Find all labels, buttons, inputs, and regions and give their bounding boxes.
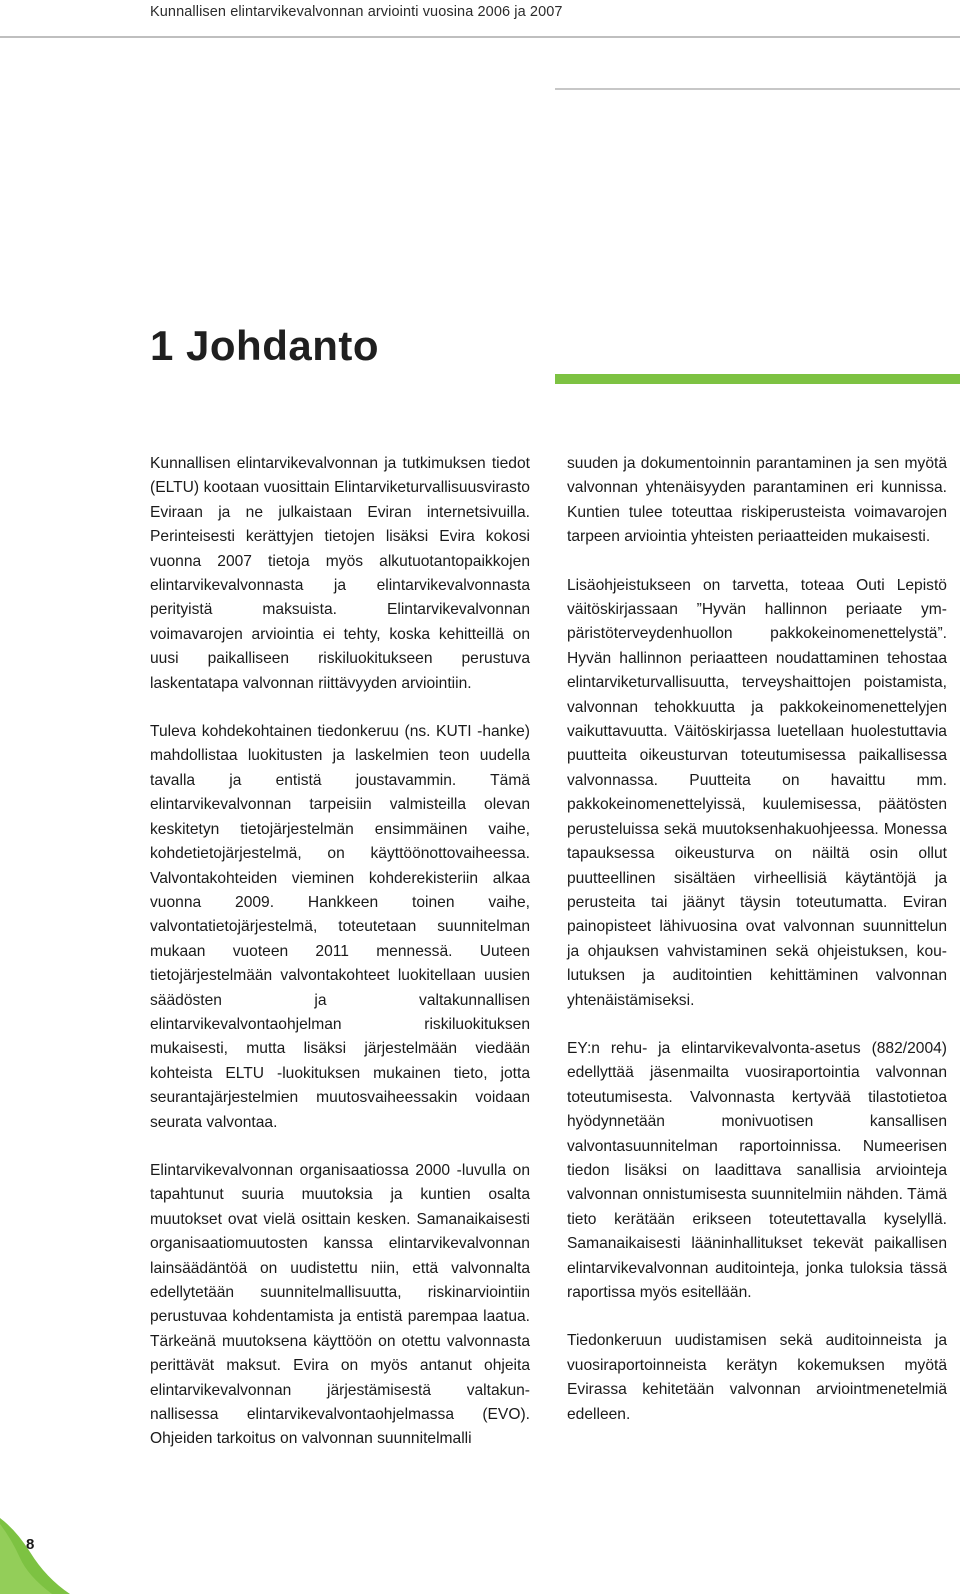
chapter-title: 1 Johdanto — [150, 322, 380, 369]
right-column — [567, 452, 947, 1427]
paragraph: Kunnallisen elintarvikevalvonnan ja tutkimuksen tiedot (ELTU) kootaan vuosittain Elintarviketurvallisuusvirasto Eviraan ja ne julkaistaan Eviran internetsivuilla. Perinteisesti kerättyjen tietojen lisäksi Evira kokosi vuonna 2007 tietoja myös alkutuotantopaikkojen elintarvikevalvonnasta ja elintarvikevalvonnasta perityistä maksuista. Elintarvikevalvonnan voimavarojen arviointia ei tehty, koska kehitteillä on uusi paikalliseen riskiluokitukseen perustuva laskentatapa valvonnan riittävyyden arviointiin. — [150, 455, 530, 692]
page-number: 8 — [26, 1536, 35, 1553]
title-accent-bar — [555, 374, 960, 384]
paragraph: Lisäohjeistukseen on tarvetta, toteaa Outi Lepistö väitöskirjassaan ”Hyvän hallinnon periaate ympäristöterveydenhuollon pakkokeinomenettelystä”. Hyvän hallinnon periaatteen noudattaminen tehostaa elintarviketurvallisuutta, terveyshaittojen poistamista, valvonnan tehokkuutta ja pakkokeinomenettelyjen vaikuttavuutta. Väitöskirjassa luetellaan huolestuttavia puutteita oikeusturvan toteutumisessa paikallisessa valvonnassa. Puutteita on havaittu mm. pakkokeinomenettelyissä, kuulemisessa, päätösten perusteluissa sekä muutoksenhakuohjeessa. Monessa tapauksessa oikeusturva on näiltä osin ollut puutteellinen sisältäen virheellisiä käytäntöjä ja perusteita tai jäänyt täysin toteutumatta. Eviran painopisteet lähivuosina ovat valvonnan suunnittelun ja ohjauksen vahvistaminen sekä ohjeistuksen, koulutuksen ja auditointien kehittäminen valvonnan yhtenäistämiseksi. — [567, 576, 947, 1009]
paragraph: Elintarvikevalvonnan organisaatiossa 2000 -luvulla on tapahtunut suuria muutoksia ja kuntien osalta muutokset ovat vielä osittain kesken. Samanaikaisesti organisaatiomuutosten kanssa elintarvikevalvonnan lainsäädäntöä on uudistettu niin, että valvonnalta edellytetään suunnitelmallisuutta, riskinarviointiin perustuvaa kohdentamista ja entistä parempaa laatua. Tärkeänä muutoksena käyttöön on otettu valvonnasta perittävät maksut. Evira on myös antanut ohjeita elintarvikevalvonnan järjestämisestä valtakunnallisessa elintarvikevalvontaohjelmassa (EVO). Ohjeiden tarkoitus on valvonnan suunnitelmalli — [150, 1161, 530, 1448]
left-column — [150, 452, 530, 1452]
header-rule — [0, 36, 960, 38]
paragraph: Tuleva kohdekohtainen tiedonkeruu (ns. KUTI -hanke) mahdollistaa luokitusten ja laskelmien teon uudella tavalla ja entistä joustavammin. Tämä elintarvikevalvonnan tarpeisiin valmisteilla olevan keskitetyn tietojärjestelmän ensimmäinen vaihe, kohdetietojärjestelmä, on käyttöönottovaiheessa. Valvontakohteiden vieminen kohderekisteriin alkaa vuonna 2009. Hankkeen toinen vaihe, valvontatietojärjestelmä, toteutetaan suunnitelman mukaan vuoteen 2011 mennessä. Uuteen tietojärjestelmään valvontakohteet luokitellaan uusien säädösten ja valtakunnallisen elintarvikevalvontaohjelman riskiluokituksen mukaisesti, mutta lisäksi järjestelmään viedään kohteista ELTU -luokituksen mukainen tieto, jotta seurantajärjestelmien muutosvaiheessakin voidaan seurata valvontaa. — [150, 723, 530, 1131]
page-corner-decoration — [0, 1518, 70, 1594]
paragraph: EY:n rehu- ja elintarvikevalvonta-asetus (882/2004) edellyttää jäsenmailta vuosiraportointia valvonnan toteutumisesta. Valvonnasta kertyvää tilastotietoa hyödynnetään monivuotisen kansallisen valvontasuunnitelman raportoinnissa. Numeerisen tiedon lisäksi on laadittava sanallisia arviointeja valvonnan onnistumisesta suunnitelmiin nähden. Tämä tieto kerätään erikseen toteutettavalla kyselyllä. Samanaikaisesti lääninhallitukset tekevät paikallisen elintarvikevalvonnan auditointeja, jonka tuloksia tässä raportissa myös esitellään. — [567, 1039, 947, 1301]
paragraph: suuden ja dokumentoinnin parantaminen ja sen myötä valvonnan yhtenäisyyden parantaminen eri kunnissa. Kuntien tulee toteuttaa riskiperusteista voimavarojen tarpeen arviointia yhteisten periaatteiden mukaisesti. — [567, 455, 947, 546]
decorative-rule — [555, 88, 960, 90]
paragraph: Tiedonkeruun uudistamisen sekä auditoinneista ja vuosiraportoinneista kerätyn kokemuksen myötä Evirassa kehitetään valvonnan arviointmenetelmiä edelleen. — [567, 1332, 947, 1423]
running-header: Kunnallisen elintarvikevalvonnan arviointi vuosina 2006 ja 2007 — [150, 4, 563, 20]
